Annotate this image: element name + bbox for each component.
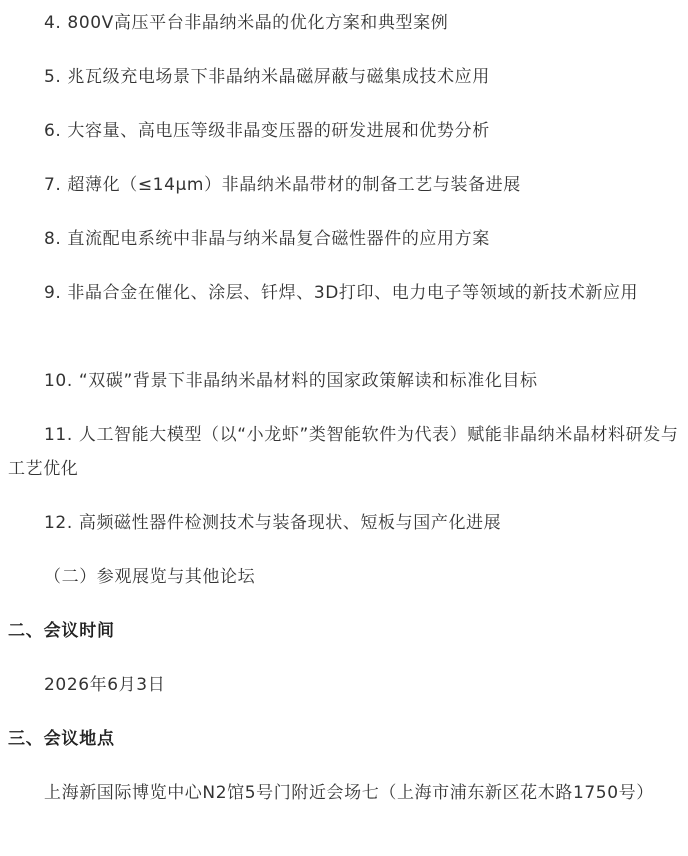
subsection-exhibition: （二）参观展览与其他论坛 <box>44 567 256 587</box>
topic-item-7: 7. 超薄化（≤14μm）非晶纳米晶带材的制备工艺与装备进展 <box>44 175 521 195</box>
topic-item-10: 10. “双碳”背景下非晶纳米晶材料的国家政策解读和标准化目标 <box>44 371 538 391</box>
topic-item-6: 6. 大容量、高电压等级非晶变压器的研发进展和优势分析 <box>44 121 490 141</box>
topic-item-4: 4. 800V高压平台非晶纳米晶的优化方案和典型案例 <box>44 13 449 33</box>
topic-item-12: 12. 高频磁性器件检测技术与装备现状、短板与国产化进展 <box>44 513 502 533</box>
section-heading-time: 二、会议时间 <box>8 621 115 641</box>
meeting-location: 上海新国际博览中心N2馆5号门附近会场七（上海市浦东新区花木路1750号） <box>44 783 654 803</box>
meeting-date: 2026年6月3日 <box>44 675 166 695</box>
section-heading-location: 三、会议地点 <box>8 729 115 749</box>
topic-item-9: 9. 非晶合金在催化、涂层、钎焊、3D打印、电力电子等领域的新技术新应用 <box>44 283 639 303</box>
topic-item-11: 11. 人工智能大模型（以“小龙虾”类智能软件为代表）赋能非晶纳米晶材料研发与工艺优化 <box>8 425 679 479</box>
topic-item-5: 5. 兆瓦级充电场景下非晶纳米晶磁屏蔽与磁集成技术应用 <box>44 67 490 87</box>
topic-item-8: 8. 直流配电系统中非晶与纳米晶复合磁性器件的应用方案 <box>44 229 490 249</box>
